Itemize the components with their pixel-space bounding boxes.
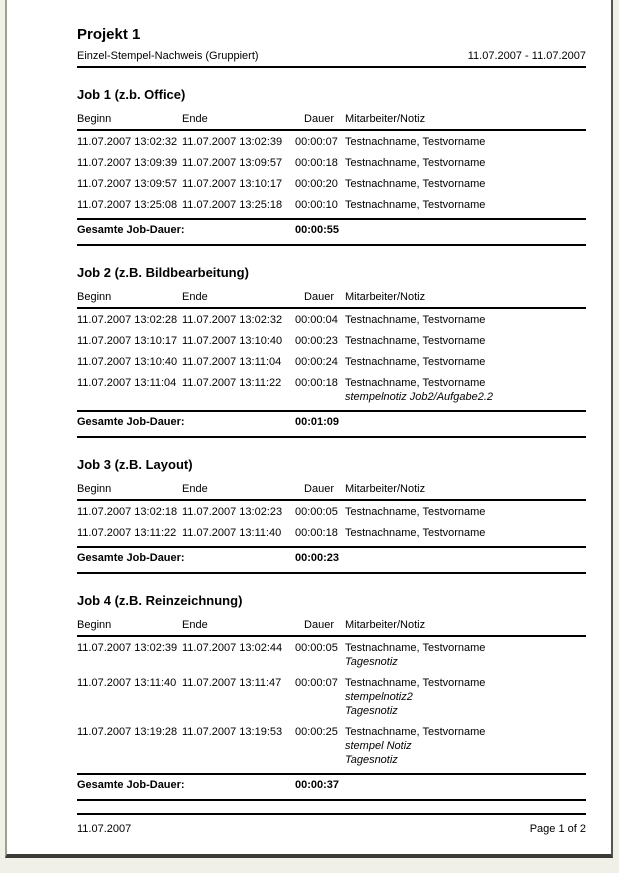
cell-duration: 00:00:18 <box>295 377 338 389</box>
job-section <box>77 457 586 574</box>
cell-begin: 11.07.2007 13:25:08 <box>77 199 178 211</box>
cell-end: 11.07.2007 13:02:39 <box>182 136 283 148</box>
job-rows <box>77 131 586 215</box>
cell-worker <box>334 355 586 369</box>
job-total-value: 00:00:55 <box>295 224 340 236</box>
cell-worker <box>334 376 586 404</box>
column-header-worker: Mitarbeiter/Notiz <box>345 113 426 125</box>
column-header-end: Ende <box>182 483 208 495</box>
cell-worker <box>334 526 586 540</box>
worker-name: Testnachname, Testvorname <box>345 356 486 368</box>
total-rule-bottom <box>77 799 586 801</box>
job-total-label: Gesamte Job-Dauer: <box>77 416 185 428</box>
worker-name: Testnachname, Testvorname <box>345 527 486 539</box>
report-subheader <box>77 50 586 63</box>
cell-worker <box>334 313 586 327</box>
cell-begin: 11.07.2007 13:10:17 <box>77 335 178 347</box>
worker-name: Testnachname, Testvorname <box>345 642 486 654</box>
job-section <box>77 593 586 801</box>
table-row <box>77 173 586 194</box>
cell-begin: 11.07.2007 13:10:40 <box>77 356 178 368</box>
cell-worker <box>334 725 586 767</box>
table-header-row <box>77 113 586 126</box>
report-date-range: 11.07.2007 - 11.07.2007 <box>467 50 586 62</box>
cell-begin: 11.07.2007 13:02:28 <box>77 314 178 326</box>
worker-name: Testnachname, Testvorname <box>345 506 486 518</box>
cell-duration: 00:00:05 <box>295 506 338 518</box>
footer-date: 11.07.2007 <box>77 823 132 835</box>
worker-name: Testnachname, Testvorname <box>345 677 486 689</box>
cell-duration: 00:00:20 <box>295 178 338 190</box>
cell-end: 11.07.2007 13:02:32 <box>182 314 283 326</box>
column-header-end: Ende <box>182 113 208 125</box>
column-header-begin: Beginn <box>77 113 112 125</box>
table-row <box>77 372 586 407</box>
header-divider <box>77 66 586 68</box>
cell-worker <box>334 334 586 348</box>
job-total-row <box>77 220 586 241</box>
job-title: Job 1 (z.b. Office) <box>77 87 186 102</box>
job-total-value: 00:00:37 <box>295 779 340 791</box>
cell-begin: 11.07.2007 13:09:39 <box>77 157 178 169</box>
job-rows <box>77 637 586 770</box>
table-row <box>77 330 586 351</box>
report-page <box>5 0 613 858</box>
worker-name: Testnachname, Testvorname <box>345 726 486 738</box>
total-rule-bottom <box>77 572 586 574</box>
job-total-label: Gesamte Job-Dauer: <box>77 224 185 236</box>
column-header-worker: Mitarbeiter/Notiz <box>345 619 426 631</box>
cell-worker <box>334 135 586 149</box>
table-row <box>77 194 586 215</box>
column-header-end: Ende <box>182 619 208 631</box>
job-title: Job 3 (z.B. Layout) <box>77 457 193 472</box>
column-header-worker: Mitarbeiter/Notiz <box>345 291 426 303</box>
worker-name: Testnachname, Testvorname <box>345 314 486 326</box>
table-row <box>77 637 586 672</box>
cell-end: 11.07.2007 13:19:53 <box>182 726 283 738</box>
cell-duration: 00:00:10 <box>295 199 338 211</box>
table-row <box>77 131 586 152</box>
table-row <box>77 522 586 543</box>
cell-duration: 00:00:24 <box>295 356 338 368</box>
cell-worker <box>334 177 586 191</box>
worker-name: Testnachname, Testvorname <box>345 335 486 347</box>
row-note: Tagesnotiz <box>345 656 398 668</box>
cell-end: 11.07.2007 13:11:47 <box>182 677 282 689</box>
row-note: Tagesnotiz <box>345 705 398 717</box>
worker-name: Testnachname, Testvorname <box>345 377 486 389</box>
row-note: stempelnotiz Job2/Aufgabe2.2 <box>345 391 493 403</box>
job-rows <box>77 501 586 543</box>
footer-page-number: Page 1 of 2 <box>529 823 586 835</box>
job-title: Job 4 (z.B. Reinzeichnung) <box>77 593 243 608</box>
cell-end: 11.07.2007 13:25:18 <box>182 199 283 211</box>
report-content <box>7 0 611 801</box>
total-rule-bottom <box>77 244 586 246</box>
job-rows <box>77 309 586 407</box>
table-header-row <box>77 619 586 632</box>
column-header-worker: Mitarbeiter/Notiz <box>345 483 426 495</box>
job-section <box>77 87 586 246</box>
worker-name: Testnachname, Testvorname <box>345 199 486 211</box>
cell-begin: 11.07.2007 13:11:40 <box>77 677 177 689</box>
column-header-duration: Dauer <box>304 483 334 495</box>
cell-end: 11.07.2007 13:10:17 <box>182 178 283 190</box>
row-note: stempelnotiz2 <box>345 691 413 703</box>
worker-name: Testnachname, Testvorname <box>345 178 486 190</box>
cell-begin: 11.07.2007 13:02:39 <box>77 642 178 654</box>
cell-worker <box>334 676 586 718</box>
cell-duration: 00:00:07 <box>295 136 338 148</box>
table-row <box>77 351 586 372</box>
table-header-row <box>77 483 586 496</box>
column-header-end: Ende <box>182 291 208 303</box>
table-row <box>77 501 586 522</box>
table-row <box>77 152 586 173</box>
cell-end: 11.07.2007 13:11:40 <box>182 527 282 539</box>
table-row <box>77 309 586 330</box>
row-note: stempel Notiz <box>345 740 412 752</box>
column-header-begin: Beginn <box>77 291 112 303</box>
worker-name: Testnachname, Testvorname <box>345 136 486 148</box>
job-total-label: Gesamte Job-Dauer: <box>77 779 185 791</box>
cell-begin: 11.07.2007 13:02:18 <box>77 506 178 518</box>
cell-worker <box>334 505 586 519</box>
column-header-begin: Beginn <box>77 483 112 495</box>
cell-end: 11.07.2007 13:09:57 <box>182 157 283 169</box>
cell-end: 11.07.2007 13:02:44 <box>182 642 283 654</box>
job-total-row <box>77 412 586 433</box>
cell-begin: 11.07.2007 13:09:57 <box>77 178 178 190</box>
table-row <box>77 672 586 721</box>
row-note: Tagesnotiz <box>345 754 398 766</box>
cell-end: 11.07.2007 13:02:23 <box>182 506 283 518</box>
cell-duration: 00:00:04 <box>295 314 338 326</box>
cell-end: 11.07.2007 13:11:22 <box>182 377 282 389</box>
footer-row <box>77 823 586 836</box>
cell-worker <box>334 198 586 212</box>
cell-duration: 00:00:25 <box>295 726 338 738</box>
page-footer <box>77 813 586 836</box>
job-title: Job 2 (z.B. Bildbearbeitung) <box>77 265 249 280</box>
cell-duration: 00:00:23 <box>295 335 338 347</box>
column-header-duration: Dauer <box>304 113 334 125</box>
cell-begin: 11.07.2007 13:11:22 <box>77 527 177 539</box>
page-title: Projekt 1 <box>77 26 141 43</box>
table-row <box>77 721 586 770</box>
cell-begin: 11.07.2007 13:11:04 <box>77 377 177 389</box>
cell-worker <box>334 641 586 669</box>
job-total-value: 00:00:23 <box>295 552 340 564</box>
job-total-row <box>77 775 586 796</box>
cell-duration: 00:00:18 <box>295 527 338 539</box>
job-total-label: Gesamte Job-Dauer: <box>77 552 185 564</box>
cell-worker <box>334 156 586 170</box>
job-section <box>77 265 586 438</box>
cell-duration: 00:00:05 <box>295 642 338 654</box>
column-header-duration: Dauer <box>304 619 334 631</box>
worker-name: Testnachname, Testvorname <box>345 157 486 169</box>
cell-duration: 00:00:07 <box>295 677 338 689</box>
footer-divider <box>77 813 586 815</box>
job-total-value: 00:01:09 <box>295 416 340 428</box>
jobs-container <box>77 87 586 801</box>
table-header-row <box>77 291 586 304</box>
column-header-duration: Dauer <box>304 291 334 303</box>
cell-end: 11.07.2007 13:10:40 <box>182 335 283 347</box>
cell-duration: 00:00:18 <box>295 157 338 169</box>
cell-end: 11.07.2007 13:11:04 <box>182 356 282 368</box>
cell-begin: 11.07.2007 13:19:28 <box>77 726 178 738</box>
job-total-row <box>77 548 586 569</box>
report-subtitle: Einzel-Stempel-Nachweis (Gruppiert) <box>77 50 259 62</box>
cell-begin: 11.07.2007 13:02:32 <box>77 136 178 148</box>
column-header-begin: Beginn <box>77 619 112 631</box>
total-rule-bottom <box>77 436 586 438</box>
